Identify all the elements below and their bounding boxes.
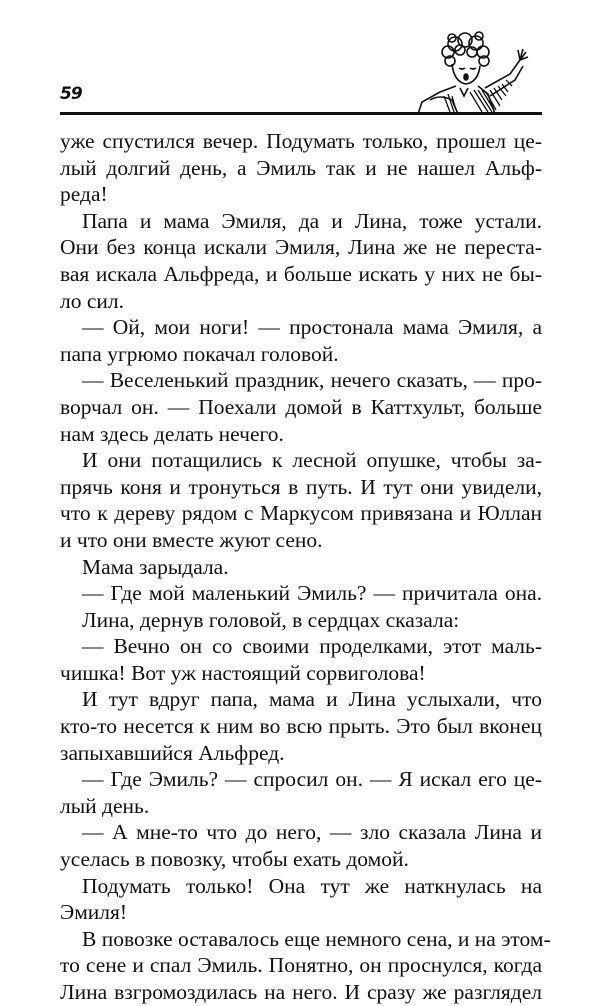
text-line: лый долгий день, а Эмиль так и не нашел Альф- [60,155,542,180]
boy-illustration-icon [360,30,542,114]
text-line: — Где Эмиль? — спросил он. — Я искал его це- [82,767,542,792]
text-line: — Где мой маленький Эмиль? — причитала она. [82,581,542,606]
text-line: Подумать только! Она тут же наткнулась на [82,873,542,898]
header-rule [60,112,542,115]
page-number: 59 [60,84,82,104]
text-line: чишка! Вот уж настоящий сорвиголова! [60,660,426,685]
text-line: то сене и спал Эмиль. Понятно, он проснулся, когда [60,953,542,978]
text-line: ло сил. [60,288,125,313]
text-line: Они без конца искали Эмиля, Лина же не переста- [60,235,542,260]
text-line: Лина взгромоздилась на него. И сразу же разглядел [60,980,542,1004]
text-line: кто-то несется к ним во всю прыть. Это был вконец [60,714,542,739]
text-line: уже спустился вечер. Подумать только, прошел це- [60,129,542,153]
text-line: вая искала Альфреда, и больше искать у них не бы- [60,261,542,286]
text-line: запыхавшийся Альфред. [60,740,285,765]
text-line: Эмиля! [60,900,128,925]
text-line: — Веселенький праздник, нечего сказать, — про- [82,368,542,393]
text-line: Мама зарыдала. [82,554,229,579]
text-line: прячь коня и тронуться в путь. И тут они увидели, [60,474,542,499]
page-header [60,0,542,116]
text-line: — А мне-то что до него, — зло сказала Лина и [82,820,542,845]
text-line: уселась в повозку, чтобы ехать домой. [60,847,409,872]
text-line: реда! [60,182,108,207]
text-line: и что они вместе жуют сено. [60,527,323,552]
text-line: ворчал он. — Поехали домой в Каттхульт, больше [60,394,542,419]
text-line: нам здесь делать нечего. [60,421,284,446]
text-line: И тут вдруг папа, мама и Лина услыхали, что [82,687,542,712]
page-text [60,128,551,1006]
text-line: Лина, дернув головой, в сердцах сказала: [82,607,460,632]
text-line: И они потащились к лесной опушке, чтобы за- [82,448,542,473]
text-line: папа угрюмо покачал головой. [60,341,339,366]
text-line: — Вечно он со своими проделками, этот маль- [82,634,542,659]
text-line: Папа и мама Эмиля, да и Лина, тоже устали. [82,208,542,233]
text-line: лый день. [60,793,150,818]
text-line: — Ой, мои ноги! — простонала мама Эмиля, а [82,315,542,340]
text-line: что к дереву рядом с Маркусом привязана и Юллан [60,501,542,526]
text-line: В повозке оставалось еще немного сена, и на этом- [82,926,551,951]
